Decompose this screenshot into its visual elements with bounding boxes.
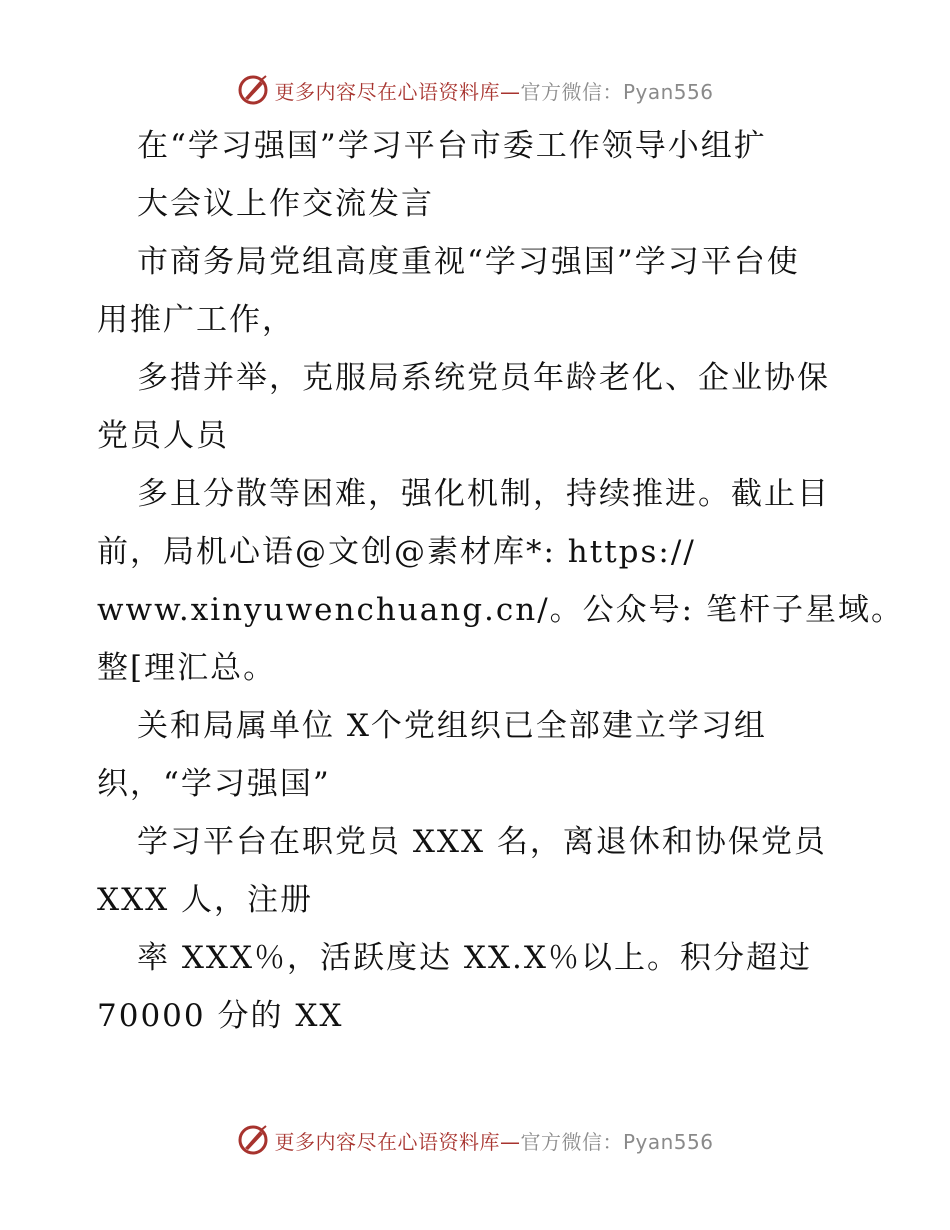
- text-line: 在“学习强国”学习平台市委工作领导小组扩: [137, 128, 767, 164]
- text-line: XXX 人，注册: [97, 882, 314, 918]
- text-line: 用推广工作，: [97, 302, 295, 338]
- text-line: 70000 分的 XX: [97, 998, 344, 1034]
- text-line: 率 XXX％，活跃度达 XX.X％以上。积分超过: [137, 940, 812, 976]
- text-line: 党员人员: [97, 418, 229, 454]
- quill-pen-circle-icon: [236, 73, 270, 107]
- text-line: 整[理汇总。: [97, 650, 277, 686]
- header-wechat-id: 官方微信：Pyan556: [520, 79, 714, 104]
- text-line: 大会议上作交流发言: [137, 186, 434, 222]
- header-banner: [0, 70, 950, 110]
- text-line: 市商务局党组高度重视“学习强国”学习平台使: [137, 244, 800, 280]
- header-banner-text: 更多内容尽在心语资料库—官方微信：Pyan556: [274, 79, 714, 104]
- text-line: 织，“学习强国”: [97, 766, 331, 802]
- text-line: 前，局机心语@文创@素材库*: https://: [97, 534, 696, 570]
- text-line: 学习平台在职党员 XXX 名，离退休和协保党员: [137, 824, 827, 860]
- text-line: www.xinyuwenchuang.cn/。公众号: 笔杆子星域。: [97, 592, 904, 628]
- footer-banner: [0, 1120, 950, 1160]
- text-line: 多且分散等困难，强化机制，持续推进。截止目: [137, 476, 830, 512]
- text-line: 多措并举，克服局系统党员年龄老化、企业协保: [137, 360, 830, 396]
- footer-banner-text: 更多内容尽在心语资料库—官方微信：Pyan556: [274, 1129, 714, 1154]
- footer-wechat-id: 官方微信：Pyan556: [520, 1129, 714, 1154]
- document-body: [97, 117, 904, 1045]
- text-line: 关和局属单位 X个党组织已全部建立学习组: [137, 708, 767, 744]
- quill-pen-circle-icon: [236, 1123, 270, 1157]
